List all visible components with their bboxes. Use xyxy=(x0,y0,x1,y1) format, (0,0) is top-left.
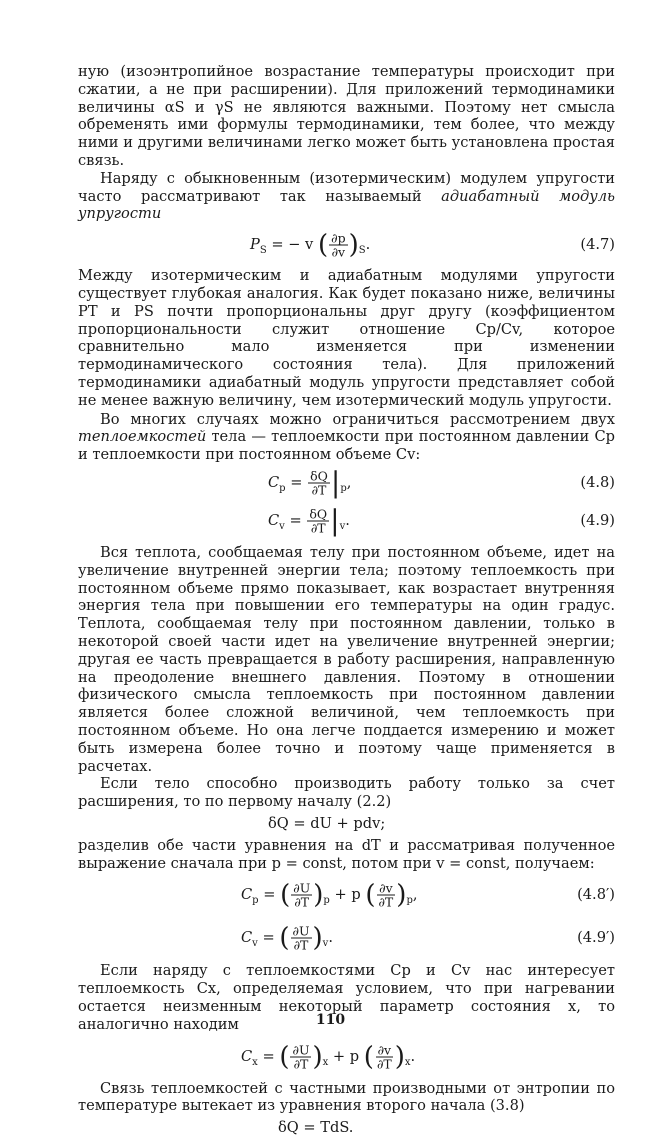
term-adiabatic-modulus: адиабатный модуль упругости xyxy=(78,187,615,223)
equation-4-9: $C_v$ = $\frac{\delta Q}{\partial T}$ $|_v$. (4.9) xyxy=(268,503,615,537)
paragraph: Во многих случаях можно ограничиться рассмотрением двух теплоемкостей тела — теплоемкости при постоянном давлении Cp и теплоемкости при постоянном объеме Cv: xyxy=(78,410,615,464)
paragraph: Если наряду с теплоемкостями Cp и Cv нас интересует теплоемкость Cx, определяемая условием, что при нагревании остается неизменным некоторый параметр состояния x, то аналогично находим xyxy=(78,962,615,1033)
equation-cx: $C_x$ = ( $\frac{\partial U}{\partial T}$ )$_x + p$ ( $\frac{\partial v}{\partial T}$ )$_x$. xyxy=(241,1041,416,1072)
page-number: 110 xyxy=(315,1012,346,1028)
equation-4-9-prime: $C_v$ = ( $\frac{\partial U}{\partial T}$ )$_v$. (4.9′) xyxy=(241,923,615,954)
paragraph: разделив обе части уравнения на dT и рассматривая полученное выражение сначала при p = const, потом при v = const, получаем: xyxy=(78,836,615,872)
equation-first-law: δQ = dU + pdv; xyxy=(268,814,386,832)
equation-4-7: $P_S$ = − v ( $\frac{\partial p}{\partial v}$ )$_S$. (4.7) xyxy=(250,230,615,261)
paragraph: Вся теплота, сообщаемая телу при постоянном объеме, идет на увеличение внутренней энергии тела; поэтому теплоемкость при постоянном объеме прямо показывает, как возрастает внутренняя энергия тела при повышении его температуры на один градус. Теплота, сообщаемая телу при постоянном давлении, только в некоторой своей части идет на увеличение внутренней энергии; другая ее часть превращается в работу расширения, направленную на преодоление внешнего давления. Поэтому в отношении физического смысла теплоемкость при постоянном давлении является более сложной величиной, чем теплоемкость при постоянном объеме. Но она легче поддается измерению и может быть измерена более точно и поэтому чаще применяется в расчетах. xyxy=(78,543,615,775)
equation-number: (4.9) xyxy=(580,512,615,530)
paragraph: ную (изоэнтропийное возрастание температуры происходит при сжатии, а не при расширении). Для приложений термодинамики величины αS и γS не являются важными. Поэтому нет смысла обременять ими формулы термодинамики, тем более, что между ними и другими величинами легко может быть установлена простая связь. xyxy=(78,63,615,169)
equation-4-8: $C_p$ = $\frac{\delta Q}{\partial T}$ $|_p$, (4.8) xyxy=(268,465,615,499)
paragraph: Между изотермическим и адиабатным модулями упругости существует глубокая аналогия. Как будет показано ниже, величины PT и PS почти пропорциональны друг другу (коэффициентом пропорциональности служит отношение Cp/Cv, которое сравнительно мало изменяется при изменении термодинамического состояния тела). Для приложений термодинамики адиабатный модуль упругости представляет собой не менее важную величину, чем изотермический модуль упругости. xyxy=(78,267,615,409)
paragraph: Если тело способно производить работу только за счет расширения, то по первому началу (2.2) xyxy=(78,775,615,811)
equation-number: (4.9′) xyxy=(577,929,615,947)
equation-number: (4.8) xyxy=(580,474,615,492)
page-body xyxy=(78,63,615,1141)
equation-number: (4.8′) xyxy=(577,886,615,904)
equation-number: (4.7) xyxy=(580,236,615,254)
paragraph: Наряду с обыкновенным (изотермическим) модулем упругости часто рассматривают так называемый адиабатный модуль упругости xyxy=(78,169,615,223)
equation-4-8-prime: $C_p$ = ( $\frac{\partial U}{\partial T}$ )$_p + p$ ( $\frac{\partial v}{\partial T}$ )$_p$, (4.8′) xyxy=(241,880,615,911)
paragraph: Связь теплоемкостей с частными производными от энтропии по температуре вытекает из уравнения второго начала (3.8) xyxy=(78,1079,615,1115)
equation-second-law: δQ = TdS. xyxy=(278,1119,354,1137)
